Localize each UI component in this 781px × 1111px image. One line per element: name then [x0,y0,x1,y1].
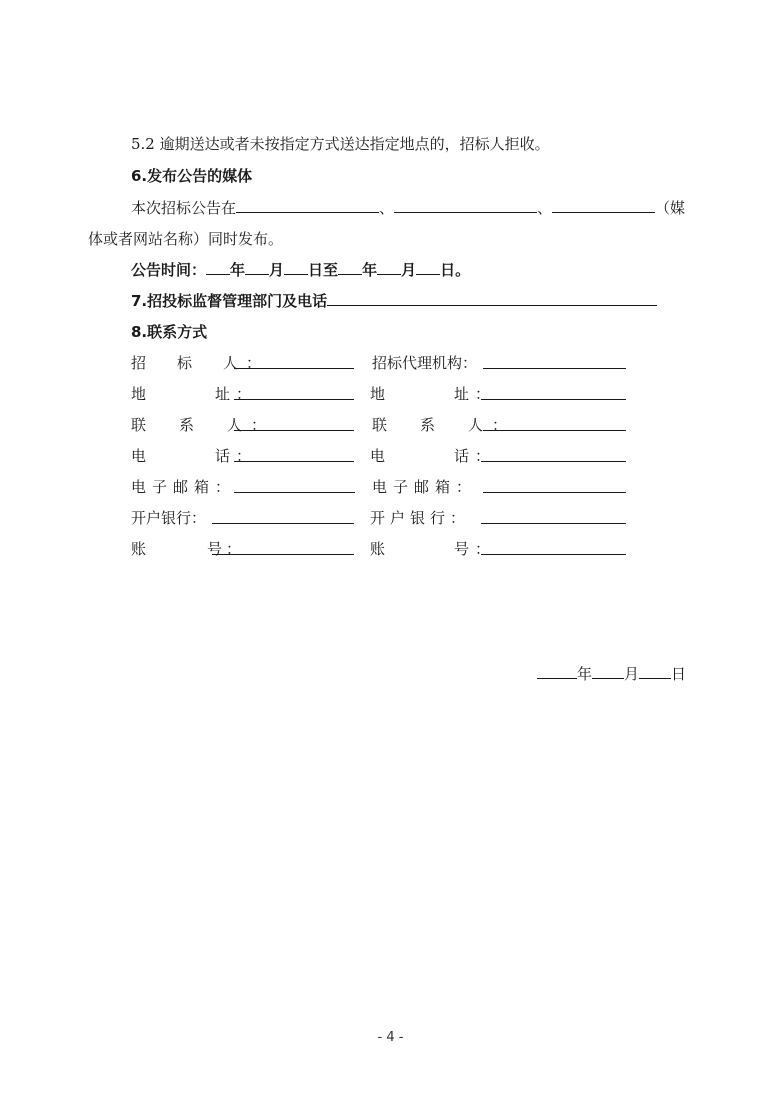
contact-row-tenderer [0,353,781,373]
agency-phone-field[interactable] [481,461,626,462]
end-day-field[interactable] [416,260,440,275]
tenderer-email-label: 电子邮箱： [131,478,237,496]
tenderer-account-label: 账 号： [131,540,246,558]
contact-row-bank [0,508,781,528]
tenderer-email-field[interactable] [234,492,355,493]
announcement-time-line [131,260,470,280]
announcement-time-label: 公告时间： [131,261,207,279]
agency-field[interactable] [483,368,626,369]
section-6-media-line [131,198,685,218]
media-name-field-1[interactable] [236,198,379,213]
end-year-field[interactable] [338,260,362,275]
agency-label: 招标代理机构： [372,354,478,372]
end-day-label: 日。 [440,261,471,279]
start-month-label: 月 [269,261,285,279]
media-text-suffix: （媒 [655,199,686,217]
tenderer-contact-label: 联 系 人： [131,416,276,434]
section-7-line [131,291,657,311]
contact-row-phone [0,446,781,466]
agency-contact-label: 联 系 人： [372,416,517,434]
agency-account-label: 账 号： [370,540,497,558]
tenderer-address-label: 地 址： [131,385,258,403]
signature-month-label: 月 [624,665,640,683]
signature-year-label: 年 [577,665,593,683]
contact-row-address [0,384,781,404]
contact-row-account [0,539,781,559]
start-day-field[interactable] [284,260,308,275]
media-separator-1: 、 [379,199,395,217]
tenderer-bank-field[interactable] [212,523,354,524]
tenderer-phone-label: 电 话： [131,447,258,465]
media-name-field-3[interactable] [552,198,655,213]
agency-address-label: 地 址： [370,385,497,403]
section-7-heading: 7.招投标监督管理部门及电话 [131,292,328,310]
start-month-field[interactable] [245,260,269,275]
agency-bank-label: 开户银行： [370,509,471,527]
supervision-department-field[interactable] [327,291,657,306]
media-separator-2: 、 [537,199,553,217]
signature-year-field[interactable] [537,664,577,679]
start-year-field[interactable] [206,260,230,275]
tenderer-address-field[interactable] [234,399,354,400]
signature-day-label: 日 [671,665,687,683]
tenderer-contact-field[interactable] [234,430,354,431]
agency-account-field[interactable] [481,554,626,555]
start-year-label: 年 [230,261,246,279]
end-year-label: 年 [362,261,378,279]
agency-email-field[interactable] [483,492,626,493]
section-6-heading: 6.发布公告的媒体 [131,167,253,185]
end-month-label: 月 [401,261,417,279]
tenderer-label: 招 标 人： [131,354,270,372]
agency-phone-label: 电 话： [370,447,497,465]
signature-date [537,664,686,684]
tenderer-phone-field[interactable] [234,461,354,462]
tenderer-bank-label: 开户银行： [131,509,207,527]
tenderer-field[interactable] [234,368,354,369]
section-8-heading: 8.联系方式 [131,323,208,341]
tenderer-account-field[interactable] [212,554,354,555]
clause-5-2: 5.2 逾期送达或者未按指定方式送达指定地点的，招标人拒收。 [131,135,550,153]
contact-row-email [0,477,781,497]
start-day-to-label: 日至 [308,261,339,279]
section-6-media-line-2: 体或者网站名称）同时发布。 [88,230,284,248]
end-month-field[interactable] [377,260,401,275]
signature-day-field[interactable] [639,664,671,679]
signature-month-field[interactable] [592,664,624,679]
agency-contact-field[interactable] [483,430,626,431]
media-name-field-2[interactable] [394,198,537,213]
agency-address-field[interactable] [481,399,626,400]
media-text-prefix: 本次招标公告在 [131,199,237,217]
page-number: - 4 - [377,1030,404,1045]
contact-row-contact [0,415,781,435]
agency-email-label: 电子邮箱： [372,478,478,496]
agency-bank-field[interactable] [481,523,626,524]
